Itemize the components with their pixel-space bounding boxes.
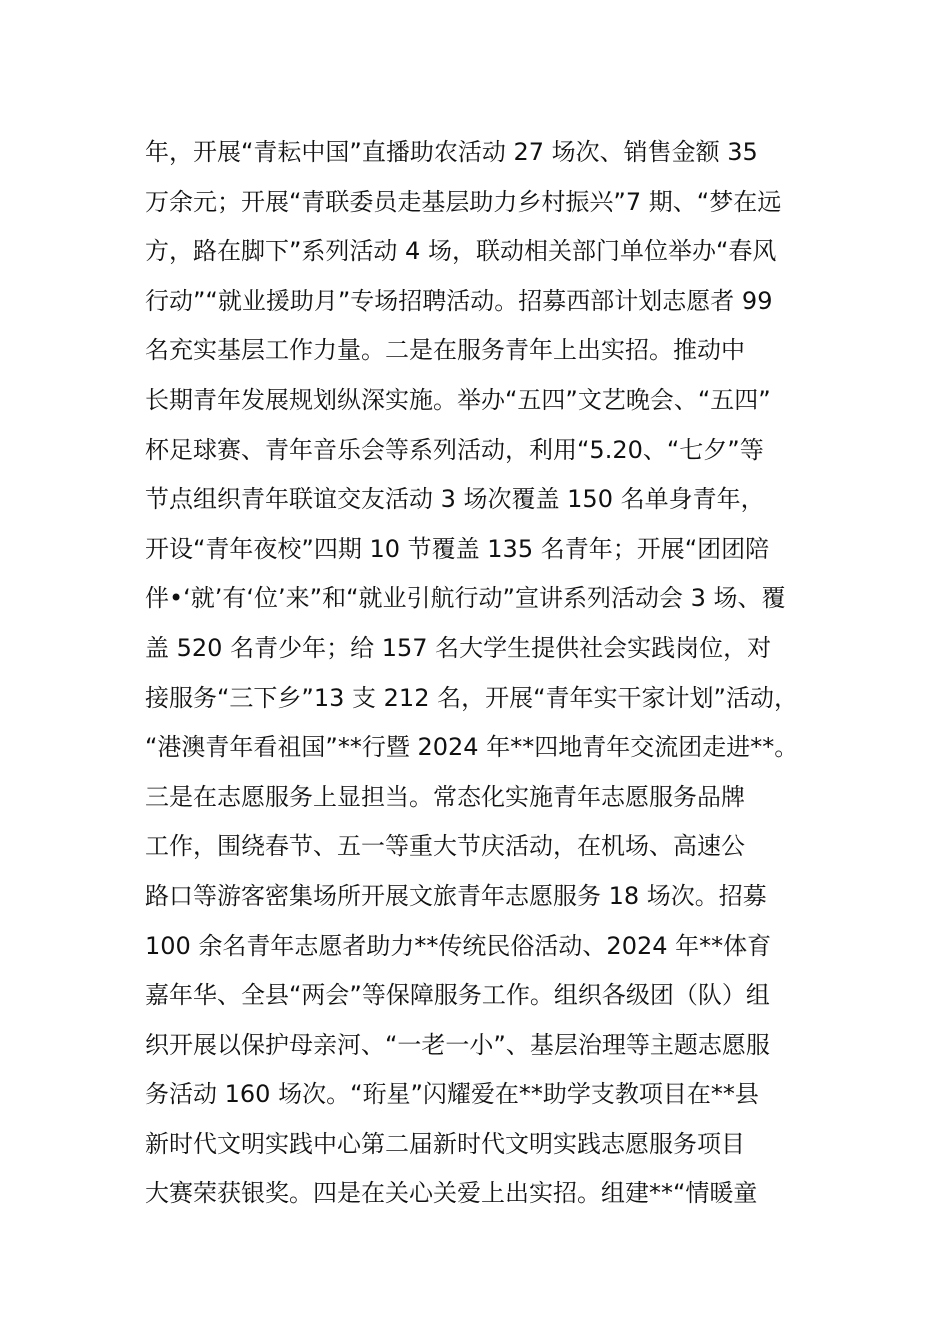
text-line: 接服务“三下乡”13 支 212 名，开展“青年实干家计划”活动， <box>145 683 798 712</box>
text-line: 盖 520 名青少年；给 157 名大学生提供社会实践岗位，对 <box>145 633 772 662</box>
text-line: 长期青年发展规划纵深实施。举办“五四”文艺晚会、“五四” <box>145 385 771 414</box>
text-line: 伴•‘就’有‘位’来”和“就业引航行动”宣讲系列活动会 3 场、覆 <box>145 584 786 613</box>
text-line: 织开展以保护母亲河、“一老一小”、基层治理等主题志愿服 <box>145 1030 770 1059</box>
text-line: “港澳青年看祖国”**行暨 2024 年**四地青年交流团走进**。 <box>145 733 799 762</box>
text-line: 杯足球赛、青年音乐会等系列活动，利用“5.20、“七夕”等 <box>145 435 764 464</box>
text-line: 节点组织青年联谊交友活动 3 场次覆盖 150 名单身青年， <box>145 485 765 514</box>
text-line: 嘉年华、全县“两会”等保障服务工作。组织各级团（队）组 <box>145 981 770 1010</box>
text-line: 路口等游客密集场所开展文旅青年志愿服务 18 场次。招募 <box>145 881 767 910</box>
text-line: 新时代文明实践中心第二届新时代文明实践志愿服务项目 <box>145 1129 745 1158</box>
text-line: 万余元；开展“青联委员走基层助力乡村振兴”7 期、“梦在远 <box>145 187 782 216</box>
text-line: 三是在志愿服务上显担当。常态化实施青年志愿服务品牌 <box>145 782 745 811</box>
text-line: 年，开展“青耘中国”直播助农活动 27 场次、销售金额 35 <box>145 138 758 166</box>
text-line: 务活动 160 场次。“珩星”闪耀爱在**助学支教项目在**县 <box>145 1080 759 1109</box>
body-text <box>145 128 845 1219</box>
text-line: 行动”“就业援助月”专场招聘活动。招募西部计划志愿者 99 <box>145 286 773 315</box>
text-line: 100 余名青年志愿者助力**传统民俗活动、2024 年**体育 <box>145 931 772 960</box>
text-line: 方，路在脚下”系列活动 4 场，联动相关部门单位举办“春风 <box>145 237 777 266</box>
text-line: 名充实基层工作力量。二是在服务青年上出实招。推动中 <box>145 336 745 365</box>
text-line: 开设“青年夜校”四期 10 节覆盖 135 名青年；开展“团团陪 <box>145 534 770 563</box>
text-line: 工作，围绕春节、五一等重大节庆活动，在机场、高速公 <box>145 832 745 861</box>
text-line: 大赛荣获银奖。四是在关心关爱上出实招。组建**“情暖童 <box>145 1179 758 1208</box>
